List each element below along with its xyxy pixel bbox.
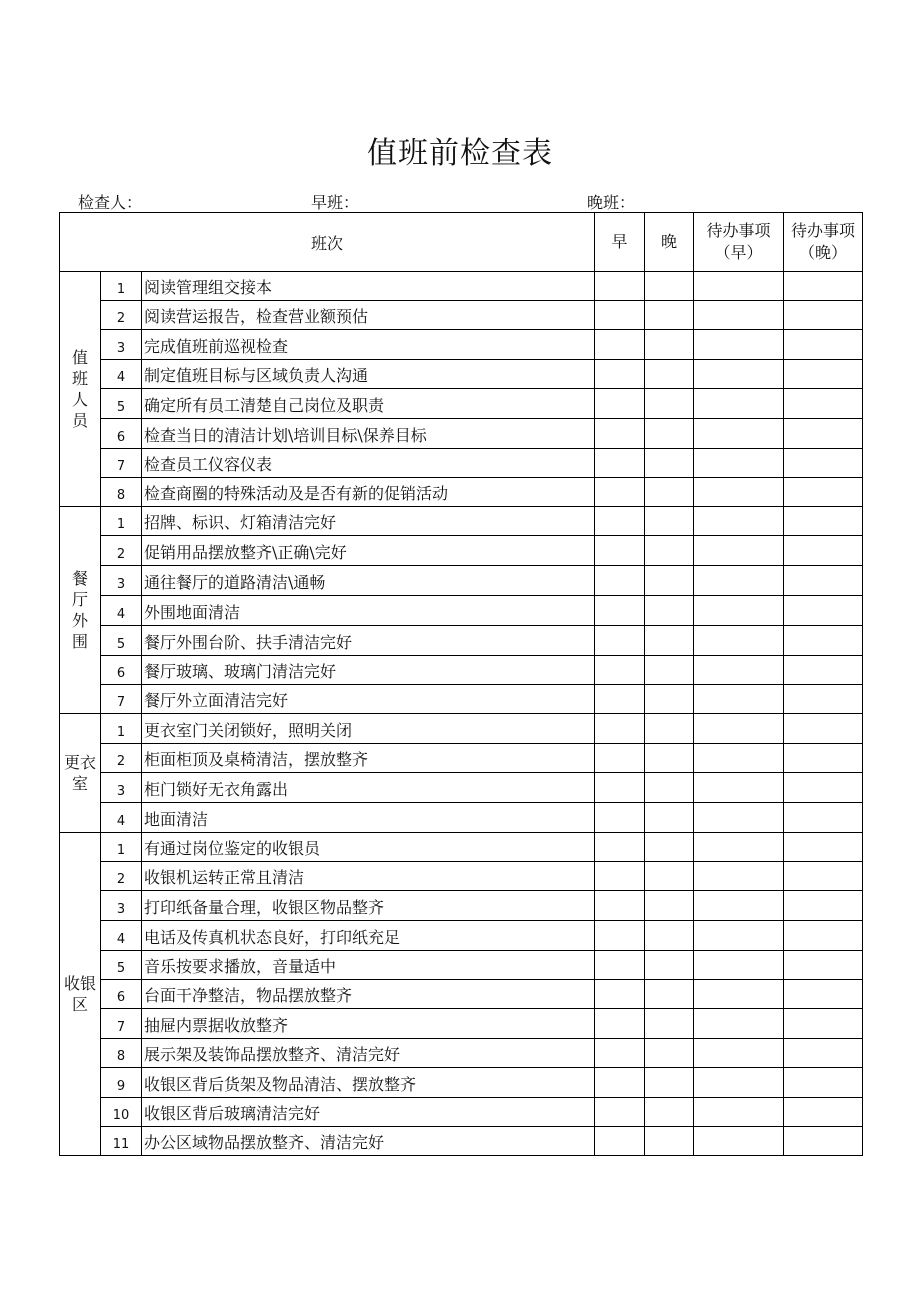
item-text: 阅读管理组交接本 xyxy=(142,272,595,301)
morning-shift-label: 早班： xyxy=(311,193,360,212)
evening-check-cell[interactable] xyxy=(645,272,694,301)
todo-evening-cell[interactable] xyxy=(784,862,863,891)
todo-morning-cell[interactable] xyxy=(694,1068,784,1098)
item-number: 1 xyxy=(101,507,142,536)
item-text: 餐厅玻璃、玻璃门清洁完好 xyxy=(142,656,595,685)
todo-evening-cell[interactable] xyxy=(784,1098,863,1127)
morning-check-cell[interactable] xyxy=(595,449,645,478)
checklist-row xyxy=(60,596,863,626)
todo-evening-cell[interactable] xyxy=(784,566,863,596)
morning-check-cell[interactable] xyxy=(595,891,645,921)
todo-evening-cell[interactable] xyxy=(784,773,863,803)
evening-check-cell[interactable] xyxy=(645,360,694,389)
item-number: 2 xyxy=(101,744,142,773)
item-text: 音乐按要求播放，音量适中 xyxy=(142,951,595,980)
item-number: 1 xyxy=(101,272,142,301)
evening-check-cell[interactable] xyxy=(645,744,694,773)
todo-evening-line2: （晚） xyxy=(799,243,848,262)
todo-morning-header xyxy=(694,213,784,272)
todo-morning-cell[interactable] xyxy=(694,921,784,951)
todo-morning-cell[interactable] xyxy=(694,862,784,891)
evening-check-cell[interactable] xyxy=(645,921,694,951)
morning-check-cell[interactable] xyxy=(595,714,645,744)
item-text: 展示架及装饰品摆放整齐、清洁完好 xyxy=(142,1039,595,1068)
checklist-row xyxy=(60,330,863,360)
checklist-row xyxy=(60,803,863,833)
evening-check-cell[interactable] xyxy=(645,891,694,921)
item-number: 4 xyxy=(101,921,142,951)
todo-evening-cell[interactable] xyxy=(784,272,863,301)
item-number: 11 xyxy=(101,1127,142,1156)
todo-morning-cell[interactable] xyxy=(694,891,784,921)
evening-check-cell[interactable] xyxy=(645,1127,694,1156)
todo-evening-cell[interactable] xyxy=(784,951,863,980)
item-number: 2 xyxy=(101,536,142,566)
checklist-row xyxy=(60,626,863,656)
evening-check-cell[interactable] xyxy=(645,389,694,419)
item-text: 餐厅外围台阶、扶手清洁完好 xyxy=(142,626,595,656)
section-cashier-label: 收银区 xyxy=(60,833,101,1156)
todo-evening-cell[interactable] xyxy=(784,656,863,685)
evening-check-cell[interactable] xyxy=(645,536,694,566)
todo-evening-cell[interactable] xyxy=(784,360,863,389)
item-number: 7 xyxy=(101,685,142,714)
evening-check-cell[interactable] xyxy=(645,449,694,478)
todo-morning-cell[interactable] xyxy=(694,656,784,685)
morning-check-cell[interactable] xyxy=(595,478,645,507)
todo-evening-cell[interactable] xyxy=(784,419,863,449)
checklist-row xyxy=(60,862,863,891)
item-number: 6 xyxy=(101,980,142,1009)
todo-evening-cell[interactable] xyxy=(784,833,863,862)
checklist-row xyxy=(60,478,863,507)
todo-morning-cell[interactable] xyxy=(694,1098,784,1127)
todo-evening-line1: 待办事项 xyxy=(791,221,856,240)
todo-morning-cell[interactable] xyxy=(694,951,784,980)
evening-check-cell[interactable] xyxy=(645,419,694,449)
evening-shift-label: 晚班： xyxy=(587,193,636,212)
checklist-row xyxy=(60,1009,863,1039)
evening-check-cell[interactable] xyxy=(645,1068,694,1098)
evening-check-cell[interactable] xyxy=(645,980,694,1009)
item-text: 促销用品摆放整齐\正确\完好 xyxy=(142,536,595,566)
item-text: 有通过岗位鉴定的收银员 xyxy=(142,833,595,862)
item-number: 8 xyxy=(101,478,142,507)
morning-check-cell[interactable] xyxy=(595,507,645,536)
todo-evening-cell[interactable] xyxy=(784,803,863,833)
todo-evening-cell[interactable] xyxy=(784,507,863,536)
evening-check-cell[interactable] xyxy=(645,1098,694,1127)
todo-morning-cell[interactable] xyxy=(694,360,784,389)
todo-morning-cell[interactable] xyxy=(694,1009,784,1039)
evening-check-cell[interactable] xyxy=(645,803,694,833)
item-text: 招牌、标识、灯箱清洁完好 xyxy=(142,507,595,536)
evening-check-cell[interactable] xyxy=(645,301,694,330)
checklist-row xyxy=(60,921,863,951)
todo-evening-cell[interactable] xyxy=(784,626,863,656)
checklist-row xyxy=(60,714,863,744)
checklist-row xyxy=(60,389,863,419)
checklist-row xyxy=(60,1127,863,1156)
evening-check-cell[interactable] xyxy=(645,330,694,360)
evening-check-cell[interactable] xyxy=(645,626,694,656)
todo-evening-cell[interactable] xyxy=(784,714,863,744)
item-text: 办公区域物品摆放整齐、清洁完好 xyxy=(142,1127,595,1156)
morning-check-cell[interactable] xyxy=(595,803,645,833)
todo-evening-cell[interactable] xyxy=(784,921,863,951)
evening-check-cell[interactable] xyxy=(645,773,694,803)
todo-morning-cell[interactable] xyxy=(694,419,784,449)
checklist-row xyxy=(60,536,863,566)
morning-check-cell[interactable] xyxy=(595,1039,645,1068)
todo-morning-cell[interactable] xyxy=(694,803,784,833)
evening-check-cell[interactable] xyxy=(645,685,694,714)
morning-check-cell[interactable] xyxy=(595,389,645,419)
morning-column-header: 早 xyxy=(595,213,645,272)
item-text: 制定值班目标与区域负责人沟通 xyxy=(142,360,595,389)
checklist-row xyxy=(60,951,863,980)
shift-header: 班次 xyxy=(60,213,595,272)
checklist-row xyxy=(60,980,863,1009)
morning-check-cell[interactable] xyxy=(595,685,645,714)
morning-check-cell[interactable] xyxy=(595,566,645,596)
item-number: 8 xyxy=(101,1039,142,1068)
morning-check-cell[interactable] xyxy=(595,626,645,656)
morning-check-cell[interactable] xyxy=(595,656,645,685)
evening-check-cell[interactable] xyxy=(645,714,694,744)
checklist-row xyxy=(60,685,863,714)
morning-check-cell[interactable] xyxy=(595,301,645,330)
evening-check-cell[interactable] xyxy=(645,596,694,626)
todo-evening-cell[interactable] xyxy=(784,536,863,566)
todo-morning-cell[interactable] xyxy=(694,507,784,536)
checklist-row xyxy=(60,449,863,478)
checklist-row xyxy=(60,1039,863,1068)
item-number: 5 xyxy=(101,626,142,656)
todo-morning-cell[interactable] xyxy=(694,980,784,1009)
todo-evening-cell[interactable] xyxy=(784,1068,863,1098)
morning-check-cell[interactable] xyxy=(595,1127,645,1156)
item-number: 5 xyxy=(101,389,142,419)
inspector-label: 检查人： xyxy=(78,193,143,212)
item-text: 台面干净整洁，物品摆放整齐 xyxy=(142,980,595,1009)
todo-evening-cell[interactable] xyxy=(784,449,863,478)
checklist-row xyxy=(60,773,863,803)
todo-morning-cell[interactable] xyxy=(694,744,784,773)
item-number: 3 xyxy=(101,330,142,360)
item-number: 4 xyxy=(101,596,142,626)
todo-morning-cell[interactable] xyxy=(694,1039,784,1068)
evening-check-cell[interactable] xyxy=(645,507,694,536)
item-number: 4 xyxy=(101,360,142,389)
item-text: 电话及传真机状态良好，打印纸充足 xyxy=(142,921,595,951)
morning-check-cell[interactable] xyxy=(595,596,645,626)
item-number: 5 xyxy=(101,951,142,980)
morning-check-cell[interactable] xyxy=(595,272,645,301)
page-title: 值班前检查表 xyxy=(367,136,553,171)
item-text: 检查当日的清洁计划\培训目标\保养目标 xyxy=(142,419,595,449)
evening-column-header: 晚 xyxy=(645,213,694,272)
evening-check-cell[interactable] xyxy=(645,862,694,891)
todo-evening-cell[interactable] xyxy=(784,1127,863,1156)
morning-check-cell[interactable] xyxy=(595,833,645,862)
todo-morning-cell[interactable] xyxy=(694,536,784,566)
evening-check-cell[interactable] xyxy=(645,1009,694,1039)
item-text: 检查员工仪容仪表 xyxy=(142,449,595,478)
section-locker-room-label: 更衣室 xyxy=(60,714,101,833)
item-number: 3 xyxy=(101,566,142,596)
todo-morning-cell[interactable] xyxy=(694,566,784,596)
evening-check-cell[interactable] xyxy=(645,1039,694,1068)
section-exterior-label: 餐厅外围 xyxy=(60,507,101,714)
item-text: 外围地面清洁 xyxy=(142,596,595,626)
morning-check-cell[interactable] xyxy=(595,1068,645,1098)
section-duty-staff-label: 值班人员 xyxy=(60,272,101,507)
item-number: 6 xyxy=(101,419,142,449)
todo-morning-cell[interactable] xyxy=(694,685,784,714)
morning-check-cell[interactable] xyxy=(595,773,645,803)
morning-check-cell[interactable] xyxy=(595,1098,645,1127)
checklist-row xyxy=(60,301,863,330)
todo-morning-cell[interactable] xyxy=(694,389,784,419)
item-text: 完成值班前巡视检查 xyxy=(142,330,595,360)
item-text: 收银机运转正常且清洁 xyxy=(142,862,595,891)
item-number: 9 xyxy=(101,1068,142,1098)
checklist-row xyxy=(60,833,863,862)
morning-check-cell[interactable] xyxy=(595,862,645,891)
morning-check-cell[interactable] xyxy=(595,360,645,389)
item-text: 检查商圈的特殊活动及是否有新的促销活动 xyxy=(142,478,595,507)
todo-morning-cell[interactable] xyxy=(694,330,784,360)
morning-check-cell[interactable] xyxy=(595,536,645,566)
morning-check-cell[interactable] xyxy=(595,744,645,773)
evening-check-cell[interactable] xyxy=(645,833,694,862)
todo-evening-cell[interactable] xyxy=(784,389,863,419)
morning-check-cell[interactable] xyxy=(595,951,645,980)
item-text: 打印纸备量合理，收银区物品整齐 xyxy=(142,891,595,921)
todo-morning-cell[interactable] xyxy=(694,626,784,656)
item-text: 抽屉内票据收放整齐 xyxy=(142,1009,595,1039)
todo-evening-header xyxy=(784,213,863,272)
evening-check-cell[interactable] xyxy=(645,656,694,685)
todo-morning-line1: 待办事项 xyxy=(706,221,771,240)
checklist-row xyxy=(60,507,863,536)
todo-evening-cell[interactable] xyxy=(784,980,863,1009)
checklist-row xyxy=(60,566,863,596)
item-text: 确定所有员工清楚自己岗位及职责 xyxy=(142,389,595,419)
item-text: 柜面柜顶及桌椅清洁，摆放整齐 xyxy=(142,744,595,773)
item-number: 3 xyxy=(101,891,142,921)
item-text: 柜门锁好无衣角露出 xyxy=(142,773,595,803)
item-number: 1 xyxy=(101,833,142,862)
morning-check-cell[interactable] xyxy=(595,980,645,1009)
checklist-row xyxy=(60,1098,863,1127)
item-text: 通往餐厅的道路清洁\通畅 xyxy=(142,566,595,596)
todo-morning-cell[interactable] xyxy=(694,773,784,803)
checklist-row xyxy=(60,360,863,389)
checklist-row xyxy=(60,656,863,685)
item-number: 3 xyxy=(101,773,142,803)
checklist-row xyxy=(60,744,863,773)
morning-check-cell[interactable] xyxy=(595,419,645,449)
evening-check-cell[interactable] xyxy=(645,951,694,980)
morning-check-cell[interactable] xyxy=(595,1009,645,1039)
todo-evening-cell[interactable] xyxy=(784,596,863,626)
item-number: 1 xyxy=(101,714,142,744)
todo-evening-cell[interactable] xyxy=(784,1009,863,1039)
todo-evening-cell[interactable] xyxy=(784,330,863,360)
checklist-row xyxy=(60,1068,863,1098)
checklist-row xyxy=(60,419,863,449)
todo-morning-cell[interactable] xyxy=(694,478,784,507)
morning-check-cell[interactable] xyxy=(595,330,645,360)
item-text: 更衣室门关闭锁好，照明关闭 xyxy=(142,714,595,744)
item-number: 2 xyxy=(101,301,142,330)
evening-check-cell[interactable] xyxy=(645,478,694,507)
morning-check-cell[interactable] xyxy=(595,921,645,951)
table-header-row xyxy=(60,213,863,272)
todo-evening-cell[interactable] xyxy=(784,478,863,507)
todo-evening-cell[interactable] xyxy=(784,1039,863,1068)
item-number: 7 xyxy=(101,1009,142,1039)
todo-evening-cell[interactable] xyxy=(784,744,863,773)
todo-evening-cell[interactable] xyxy=(784,685,863,714)
item-number: 2 xyxy=(101,862,142,891)
todo-morning-cell[interactable] xyxy=(694,833,784,862)
checklist-table xyxy=(59,212,863,1156)
item-text: 餐厅外立面清洁完好 xyxy=(142,685,595,714)
todo-morning-line2: （早） xyxy=(714,243,763,262)
item-text: 地面清洁 xyxy=(142,803,595,833)
item-text: 收银区背后玻璃清洁完好 xyxy=(142,1098,595,1127)
item-number: 6 xyxy=(101,656,142,685)
item-number: 10 xyxy=(101,1098,142,1127)
todo-evening-cell[interactable] xyxy=(784,301,863,330)
todo-morning-cell[interactable] xyxy=(694,1127,784,1156)
todo-evening-cell[interactable] xyxy=(784,891,863,921)
checklist-row xyxy=(60,891,863,921)
todo-morning-cell[interactable] xyxy=(694,449,784,478)
evening-check-cell[interactable] xyxy=(645,566,694,596)
todo-morning-cell[interactable] xyxy=(694,596,784,626)
todo-morning-cell[interactable] xyxy=(694,301,784,330)
item-number: 7 xyxy=(101,449,142,478)
item-text: 收银区背后货架及物品清洁、摆放整齐 xyxy=(142,1068,595,1098)
todo-morning-cell[interactable] xyxy=(694,714,784,744)
todo-morning-cell[interactable] xyxy=(694,272,784,301)
item-number: 4 xyxy=(101,803,142,833)
checklist-body xyxy=(60,272,863,1156)
checklist-row xyxy=(60,272,863,301)
item-text: 阅读营运报告，检查营业额预估 xyxy=(142,301,595,330)
